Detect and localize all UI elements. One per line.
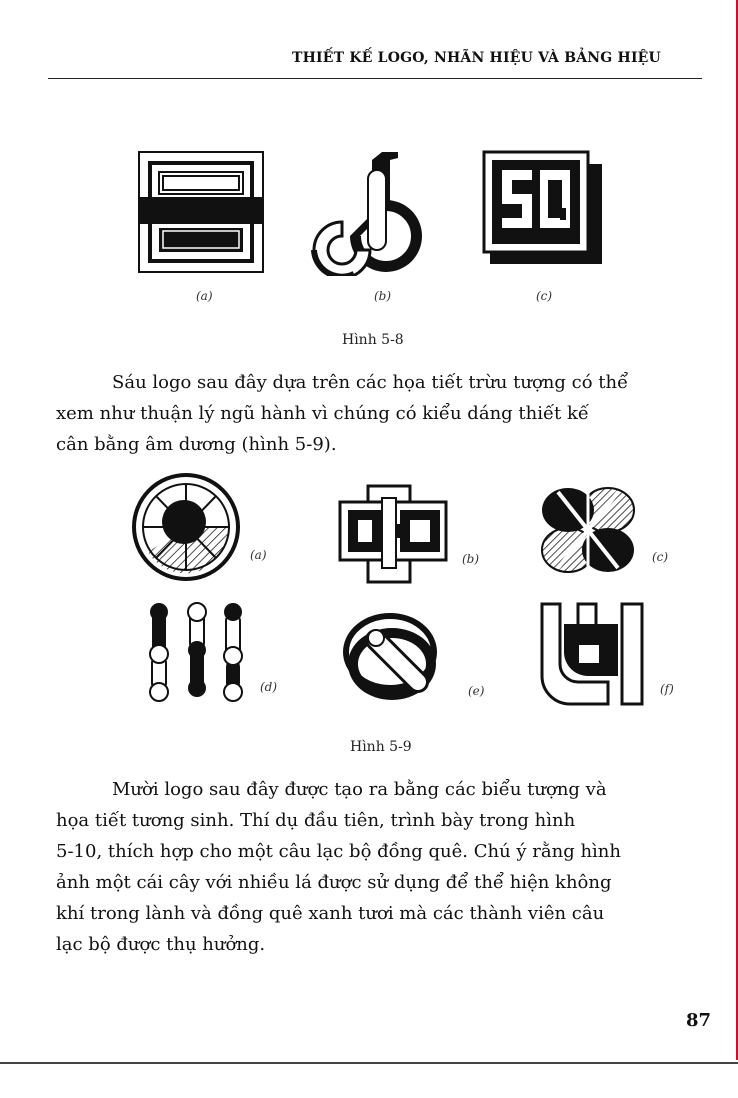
paragraph-1-line: xem như thuận lý ngũ hành vì chúng có kiểu dáng thiết kế (56, 403, 589, 424)
page-number: 87 (686, 1010, 712, 1031)
header-rule (48, 78, 702, 79)
running-header: THIẾT KẾ LOGO, NHÃN HIỆU VÀ BẢNG HIỆU (292, 50, 661, 66)
paragraph-2-line: 5-10, thích hợp cho một câu lạc bộ đồng quê. Chú ý rằng hình (56, 841, 621, 862)
logo-5-8-c (482, 150, 604, 266)
logo-5-8-a (137, 150, 265, 274)
fig-5-9-label-f: (f) (660, 682, 674, 696)
paragraph-2 (56, 774, 707, 960)
logo-5-9-a (128, 472, 244, 582)
fig-5-9-label-e: (e) (468, 684, 485, 698)
paragraph-1-line: cân bằng âm dương (hình 5-9). (56, 434, 337, 455)
fig-5-8-label-a: (a) (196, 289, 213, 303)
bottom-rule (0, 1062, 738, 1064)
logo-5-8-b (302, 150, 440, 276)
paragraph-1-line: Sáu logo sau đây dựa trên các họa tiết trừu tượng có thể (112, 372, 629, 393)
paragraph-2-line: ảnh một cái cây với nhiều lá được sử dụng để thể hiện không (56, 872, 612, 893)
fig-5-9-label-a: (a) (250, 548, 267, 562)
fig-5-9-label-c: (c) (652, 550, 669, 564)
figure-caption-5-9: Hình 5-9 (350, 739, 412, 755)
logo-5-9-c (538, 484, 638, 576)
fig-5-8-label-c: (c) (536, 289, 553, 303)
fig-5-9-label-b: (b) (462, 552, 480, 566)
paragraph-2-line: khí trong lành và đồng quê xanh tươi mà các thành viên câu (56, 903, 605, 924)
fig-5-8-label-b: (b) (374, 289, 392, 303)
paragraph-1 (56, 367, 707, 460)
logo-5-9-b (338, 484, 450, 584)
logo-5-9-e (342, 608, 442, 704)
fig-5-9-label-d: (d) (260, 680, 278, 694)
paragraph-2-line: lạc bộ được thụ hưởng. (56, 934, 266, 955)
logo-5-9-f (538, 600, 646, 706)
figure-caption-5-8: Hình 5-8 (342, 332, 404, 348)
logo-5-9-d (142, 600, 246, 704)
paragraph-2-line: họa tiết tương sinh. Thí dụ đầu tiên, trình bày trong hình (56, 810, 576, 831)
paragraph-2-line: Mười logo sau đây được tạo ra bằng các biểu tượng và (112, 779, 607, 800)
